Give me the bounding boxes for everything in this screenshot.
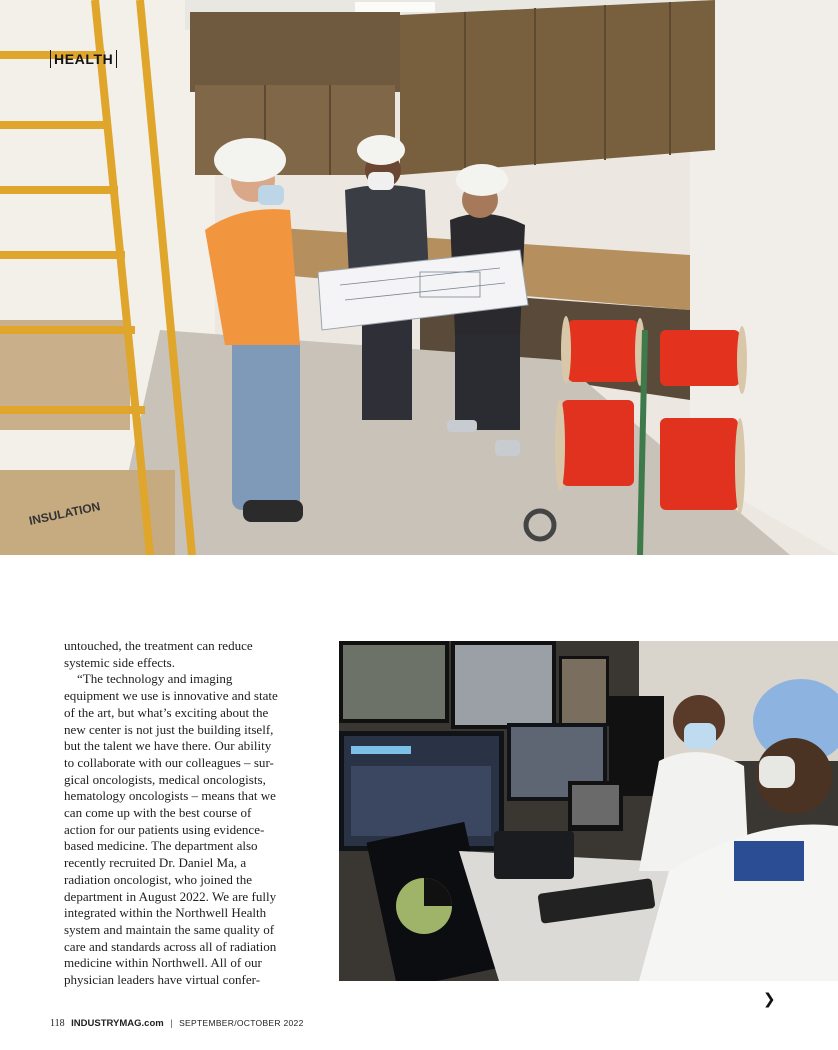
footer-separator: | <box>170 1018 173 1028</box>
chevron-right-icon: ❯ <box>763 990 776 1008</box>
issue-date: SEPTEMBER/OCTOBER 2022 <box>179 1018 304 1028</box>
photo-control-room <box>339 641 838 981</box>
section-tag: HEALTH <box>50 50 117 68</box>
article-paragraph: untouched, the treatment can reduce systemic side effects. <box>64 638 253 670</box>
page-number: 118 <box>50 1018 65 1029</box>
article-body <box>64 638 282 989</box>
control-room-illustration <box>339 641 838 981</box>
box-label-text: INSULATION <box>27 499 102 528</box>
article-paragraph: “The technology and imaging equipment we use is innovative and state of the art, but what’s exciting about the new center is not just the building itself, but the talent we have there. Our ability to collaborate with our colleagues – sur- gical oncologists, medical oncologists, hematology oncologists – means that we can come up with the best course of action for our patients using evidence- based medicine. The department also recently recruited Dr. Daniel Ma, a radiation oncologist, who joined the department in August 2022. We are fully integrated within the Northwell Health system and maintain the same quality of care and standards across all of radiation medicine within Northwell. All of our physician leaders have virtual confer- <box>64 671 278 988</box>
publication-brand: INDUSTRYMAG.com <box>71 1018 164 1029</box>
page-footer <box>50 1017 304 1030</box>
